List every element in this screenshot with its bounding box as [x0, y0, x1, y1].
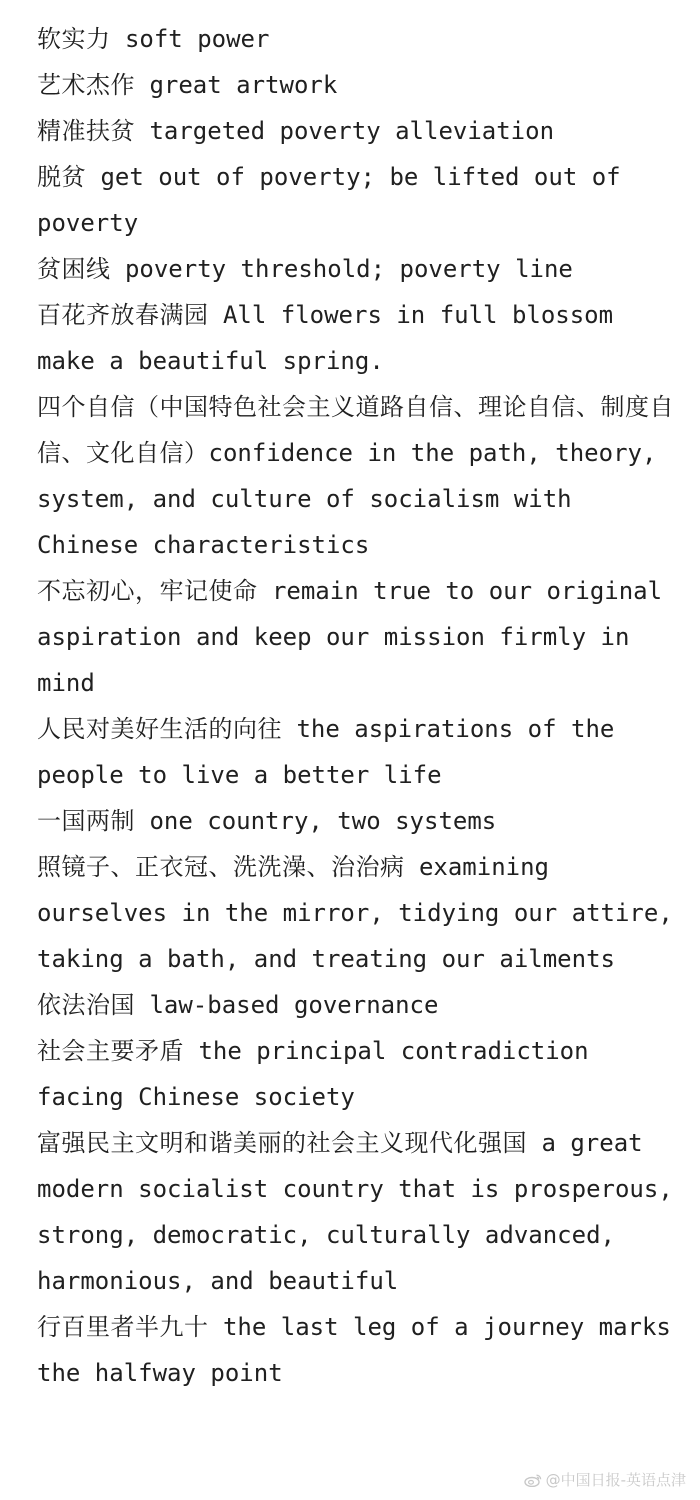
glossary-entry [37, 292, 677, 384]
chinese-term: 不忘初心，牢记使命 [37, 577, 258, 605]
glossary-entry [37, 844, 677, 982]
chinese-term: 依法治国 [37, 991, 135, 1019]
chinese-term: 艺术杰作 [37, 71, 135, 99]
watermark-text: @中国日报-英语点津 [545, 1471, 686, 1489]
english-translation: law-based governance [149, 991, 439, 1019]
glossary-entry [37, 798, 677, 844]
glossary-entry [37, 246, 677, 292]
chinese-term: 行百里者半九十 [37, 1313, 209, 1341]
english-translation: poverty threshold; poverty line [124, 255, 573, 283]
chinese-term: 软实力 [37, 25, 111, 53]
english-translation: All flowers in full blossom make a beautiful spring. [37, 301, 614, 375]
english-translation: examining ourselves in the mirror, tidying our attire, taking a bath, and treating our ailments [37, 853, 673, 973]
chinese-term: 脱贫 [37, 163, 86, 191]
chinese-term: 富强民主文明和谐美丽的社会主义现代化强国 [37, 1129, 527, 1157]
english-translation: remain true to our original aspiration and keep our mission firmly in mind [37, 577, 663, 697]
glossary-entry [37, 1304, 677, 1396]
english-translation: soft power [124, 25, 270, 53]
chinese-term: 四个自信（中国特色社会主义道路自信、理论自信、制度自信、文化自信） [37, 393, 674, 467]
english-translation: get out of poverty; be lifted out of poverty [37, 163, 621, 237]
english-translation: targeted poverty alleviation [149, 117, 555, 145]
glossary-entry [37, 1028, 677, 1120]
chinese-term: 照镜子、正衣冠、洗洗澡、治治病 [37, 853, 405, 881]
english-translation: the aspirations of the people to live a better life [37, 715, 615, 789]
english-translation: the principal contradiction facing Chinese society [37, 1037, 589, 1111]
chinese-term: 人民对美好生活的向往 [37, 715, 282, 743]
english-translation: confidence in the path, theory, system, and culture of socialism with Chinese characteristics [37, 439, 657, 559]
glossary-entry [37, 1120, 677, 1304]
chinese-term: 社会主要矛盾 [37, 1037, 184, 1065]
glossary-entry [37, 568, 677, 706]
chinese-term: 一国两制 [37, 807, 135, 835]
glossary-entry [37, 706, 677, 798]
glossary-list [37, 16, 677, 1396]
weibo-icon [524, 1473, 542, 1487]
chinese-term: 贫困线 [37, 255, 111, 283]
glossary-entry [37, 154, 677, 246]
glossary-entry [37, 62, 677, 108]
chinese-term: 精准扶贫 [37, 117, 135, 145]
glossary-entry [37, 384, 677, 568]
english-translation: great artwork [149, 71, 338, 99]
glossary-entry [37, 982, 677, 1028]
english-translation: the last leg of a journey marks the halfway point [37, 1313, 671, 1387]
watermark [524, 1469, 686, 1490]
glossary-entry [37, 108, 677, 154]
chinese-term: 百花齐放春满园 [37, 301, 209, 329]
english-translation: a great modern socialist country that is prosperous, strong, democratic, culturally advanced, harmonious, and beautiful [37, 1129, 673, 1295]
english-translation: one country, two systems [149, 807, 497, 835]
glossary-entry [37, 16, 677, 62]
